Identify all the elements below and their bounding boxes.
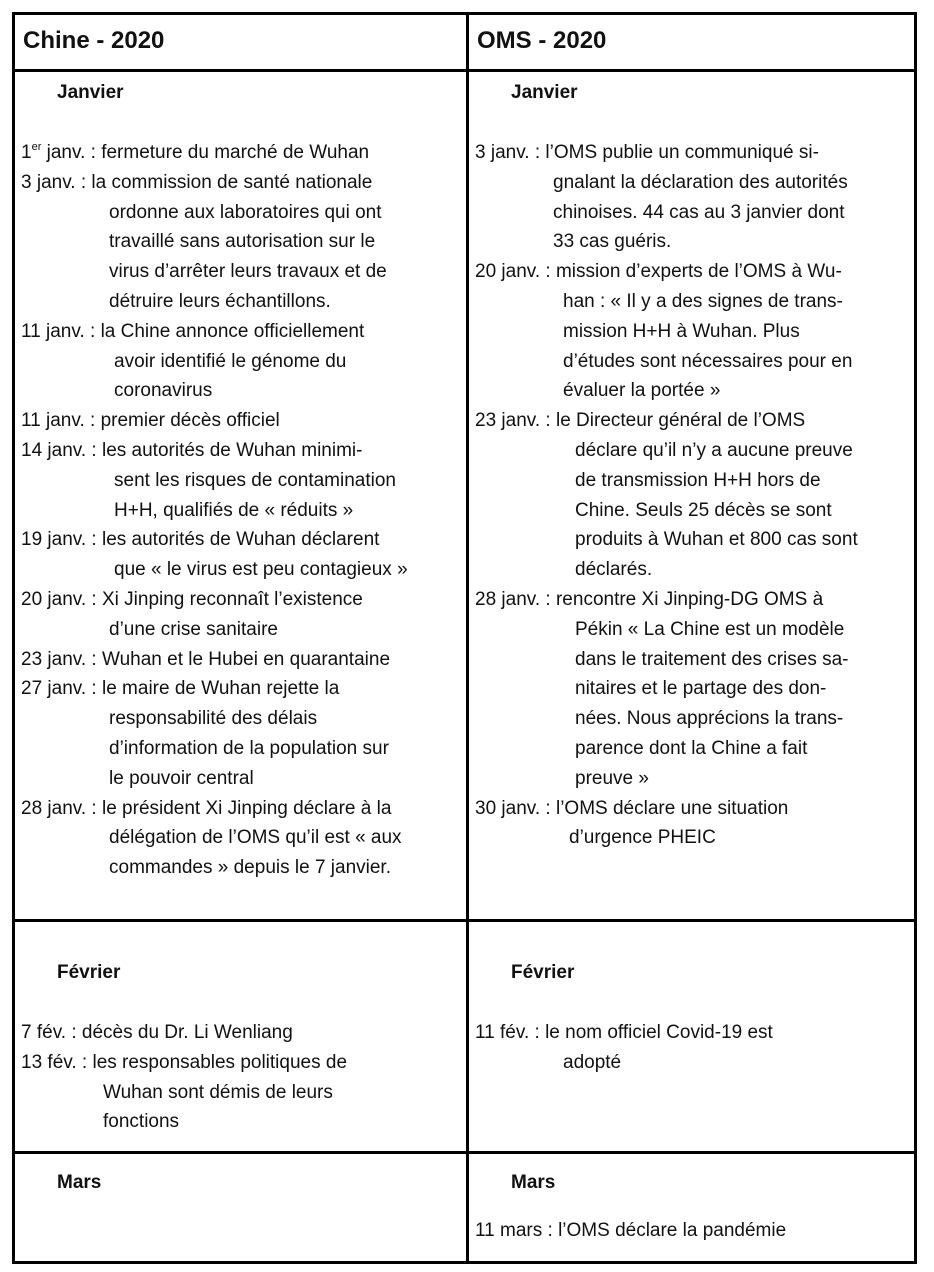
entry-date: 7 fév. : — [21, 1022, 82, 1043]
entry-text-line: le pouvoir central — [109, 767, 254, 789]
entry-text-line: la Chine annonce officiellement — [100, 320, 365, 342]
entry-text-line: ordonne aux laboratoires qui ont — [109, 201, 382, 223]
cell-oms-janvier — [468, 71, 916, 921]
entry-text-line: nées. Nous apprécions la trans- — [575, 708, 844, 730]
entry-list — [469, 1018, 914, 1078]
entry-list — [469, 138, 914, 853]
row-janvier — [14, 71, 916, 921]
entry-date-month: janv. : — [41, 142, 102, 163]
entry-text-line: premier décès officiel — [100, 410, 280, 432]
entry-text-line: han : « Il y a des signes de trans- — [563, 290, 843, 312]
row-mars — [14, 1153, 916, 1263]
timeline-entry — [469, 1216, 914, 1246]
entry-date: 20 janv. : — [21, 588, 102, 610]
entry-text-line: Xi Jinping reconnaît l’existence — [101, 588, 363, 610]
entry-list — [15, 138, 466, 883]
entry-text-line: Wuhan sont démis de leurs — [103, 1081, 333, 1103]
chronology-table — [12, 12, 917, 1264]
entry-date-day: 1 — [21, 142, 32, 163]
entry-text-line: délégation de l’OMS qu’il est « aux — [109, 827, 402, 849]
timeline-entry — [15, 794, 466, 883]
timeline-entry — [469, 585, 914, 794]
timeline-entry — [469, 1018, 914, 1078]
header-row — [14, 14, 916, 71]
entry-text-line: les responsables politiques de — [92, 1051, 348, 1073]
timeline-entry — [15, 1018, 466, 1048]
entry-text-line: commandes » depuis le 7 janvier. — [109, 857, 391, 879]
month-label: Janvier — [511, 82, 578, 103]
entry-text-line: adopté — [563, 1051, 622, 1073]
entry-text-line: la commission de santé nationale — [91, 171, 373, 193]
entry-date: 11 janv. : — [21, 410, 101, 432]
entry-text-line: déclare qu’il n’y a aucune preuve — [575, 439, 853, 461]
entry-date: 23 janv. : — [21, 648, 102, 670]
entry-text-line: Chine. Seuls 25 décès se sont — [575, 499, 832, 521]
entry-date: 27 janv. : — [21, 678, 102, 700]
timeline-entry — [15, 645, 466, 675]
entry-date: 3 janv. : — [21, 171, 92, 193]
entry-text-line: nitaires et le partage des don- — [575, 678, 827, 700]
month-label: Mars — [511, 1172, 556, 1193]
entry-date: 11 fév. : — [475, 1022, 546, 1043]
entry-text-line: que « le virus est peu contagieux » — [114, 559, 408, 581]
entry-text-line: chinoises. 44 cas au 3 janvier dont — [553, 201, 845, 223]
entry-text-line: Pékin « La Chine est un modèle — [575, 618, 845, 640]
entry-text-line: d’information de la population sur — [109, 737, 389, 759]
entry-text-line: les autorités de Wuhan déclarent — [101, 529, 380, 551]
entry-text-line: le nom officiel Covid-19 est — [545, 1022, 773, 1043]
timeline-entry — [15, 674, 466, 793]
month-label: Février — [57, 962, 121, 983]
entry-text-line: dans le traitement des crises sa- — [575, 648, 849, 670]
entry-text-line: gnalant la déclaration des autorités — [553, 171, 848, 193]
cell-chine-fevrier — [14, 921, 468, 1153]
cell-oms-fevrier — [468, 921, 916, 1153]
header-oms: OMS - 2020 — [477, 27, 607, 54]
month-label: Janvier — [57, 82, 124, 103]
entry-text-line: mission d’experts de l’OMS à Wu- — [555, 261, 842, 283]
entry-text-line: travaillé sans autorisation sur le — [109, 231, 376, 253]
entry-text-line: 33 cas guéris. — [553, 231, 672, 253]
entry-text-line: coronavirus — [114, 380, 213, 402]
timeline-entry — [469, 794, 914, 854]
month-label: Mars — [57, 1172, 102, 1193]
entry-text-line: les autorités de Wuhan minimi- — [101, 439, 363, 461]
entry-text-line: le maire de Wuhan rejette la — [101, 678, 340, 700]
timeline-entry — [15, 525, 466, 585]
entry-text-line: évaluer la portée » — [563, 380, 721, 402]
entry-list — [15, 1018, 466, 1137]
entry-text-line: le Directeur général de l’OMS — [555, 410, 806, 432]
entry-text-line: de transmission H+H hors de — [575, 469, 821, 491]
entry-date: 3 janv. : — [475, 142, 546, 163]
entry-text-line: virus d’arrêter leurs travaux et de — [109, 261, 387, 283]
cell-chine-mars — [14, 1153, 468, 1263]
entry-text-line: fonctions — [103, 1111, 180, 1133]
timeline-entry — [15, 406, 466, 436]
entry-list — [469, 1216, 914, 1246]
timeline-entry — [469, 406, 914, 585]
entry-text-line: d’une crise sanitaire — [109, 618, 278, 640]
entry-text-line: parence dont la Chine a fait — [575, 737, 808, 759]
entry-text-line: preuve » — [575, 767, 649, 789]
cell-oms-mars — [468, 1153, 916, 1263]
entry-date: 11 mars : — [475, 1220, 559, 1241]
timeline-entry — [15, 1048, 466, 1137]
timeline-entry — [15, 138, 466, 168]
entry-date: 14 janv. : — [21, 439, 102, 461]
entry-date — [21, 142, 101, 163]
month-label: Février — [511, 962, 575, 983]
entry-text-line: Wuhan et le Hubei en quarantaine — [101, 648, 391, 670]
entry-text-line: décès du Dr. Li Wenliang — [81, 1022, 293, 1043]
entry-date: 20 janv. : — [475, 261, 556, 283]
header-cell-oms — [468, 14, 916, 71]
entry-text-line: avoir identifié le génome du — [114, 350, 347, 372]
timeline-entry — [469, 138, 914, 257]
entry-date: 13 fév. : — [21, 1051, 93, 1073]
header-cell-chine — [14, 14, 468, 71]
row-fevrier — [14, 921, 916, 1153]
entry-date: 23 janv. : — [475, 410, 556, 432]
entry-text-line: H+H, qualifiés de « réduits » — [114, 499, 354, 521]
entry-text-line: déclarés. — [575, 559, 653, 581]
entry-text-line: rencontre Xi Jinping-DG OMS à — [555, 588, 824, 610]
entry-text-line: l’OMS déclare la pandémie — [558, 1220, 787, 1241]
entry-date: 11 janv. : — [21, 320, 101, 342]
entry-text-line: d’études sont nécessaires pour en — [563, 350, 853, 372]
entry-text-line: produits à Wuhan et 800 cas sont — [575, 529, 858, 551]
entry-text-line: sent les risques de contamination — [114, 469, 396, 491]
timeline-entry — [15, 585, 466, 645]
entry-date: 19 janv. : — [21, 529, 102, 551]
entry-text-line: l’OMS publie un communiqué si- — [545, 142, 819, 163]
entry-date: 28 janv. : — [475, 588, 556, 610]
timeline-entry — [15, 168, 466, 317]
entry-text-line: responsabilité des délais — [109, 708, 318, 730]
entry-date: 28 janv. : — [21, 797, 102, 819]
entry-text-line: le président Xi Jinping déclare à la — [101, 797, 392, 819]
entry-text-line: l’OMS déclare une situation — [555, 797, 789, 819]
entry-text-line: détruire leurs échantillons. — [109, 290, 331, 312]
timeline-entry — [469, 257, 914, 406]
entry-text-line: mission H+H à Wuhan. Plus — [563, 320, 800, 342]
entry-text-line: d’urgence PHEIC — [569, 827, 716, 849]
entry-date: 30 janv. : — [475, 797, 556, 819]
cell-chine-janvier — [14, 71, 468, 921]
header-chine: Chine - 2020 — [23, 27, 165, 54]
timeline-entry — [15, 317, 466, 406]
entry-date-ordinal: er — [31, 141, 42, 153]
timeline-entry — [15, 436, 466, 525]
entry-text-line: fermeture du marché de Wuhan — [101, 142, 370, 163]
